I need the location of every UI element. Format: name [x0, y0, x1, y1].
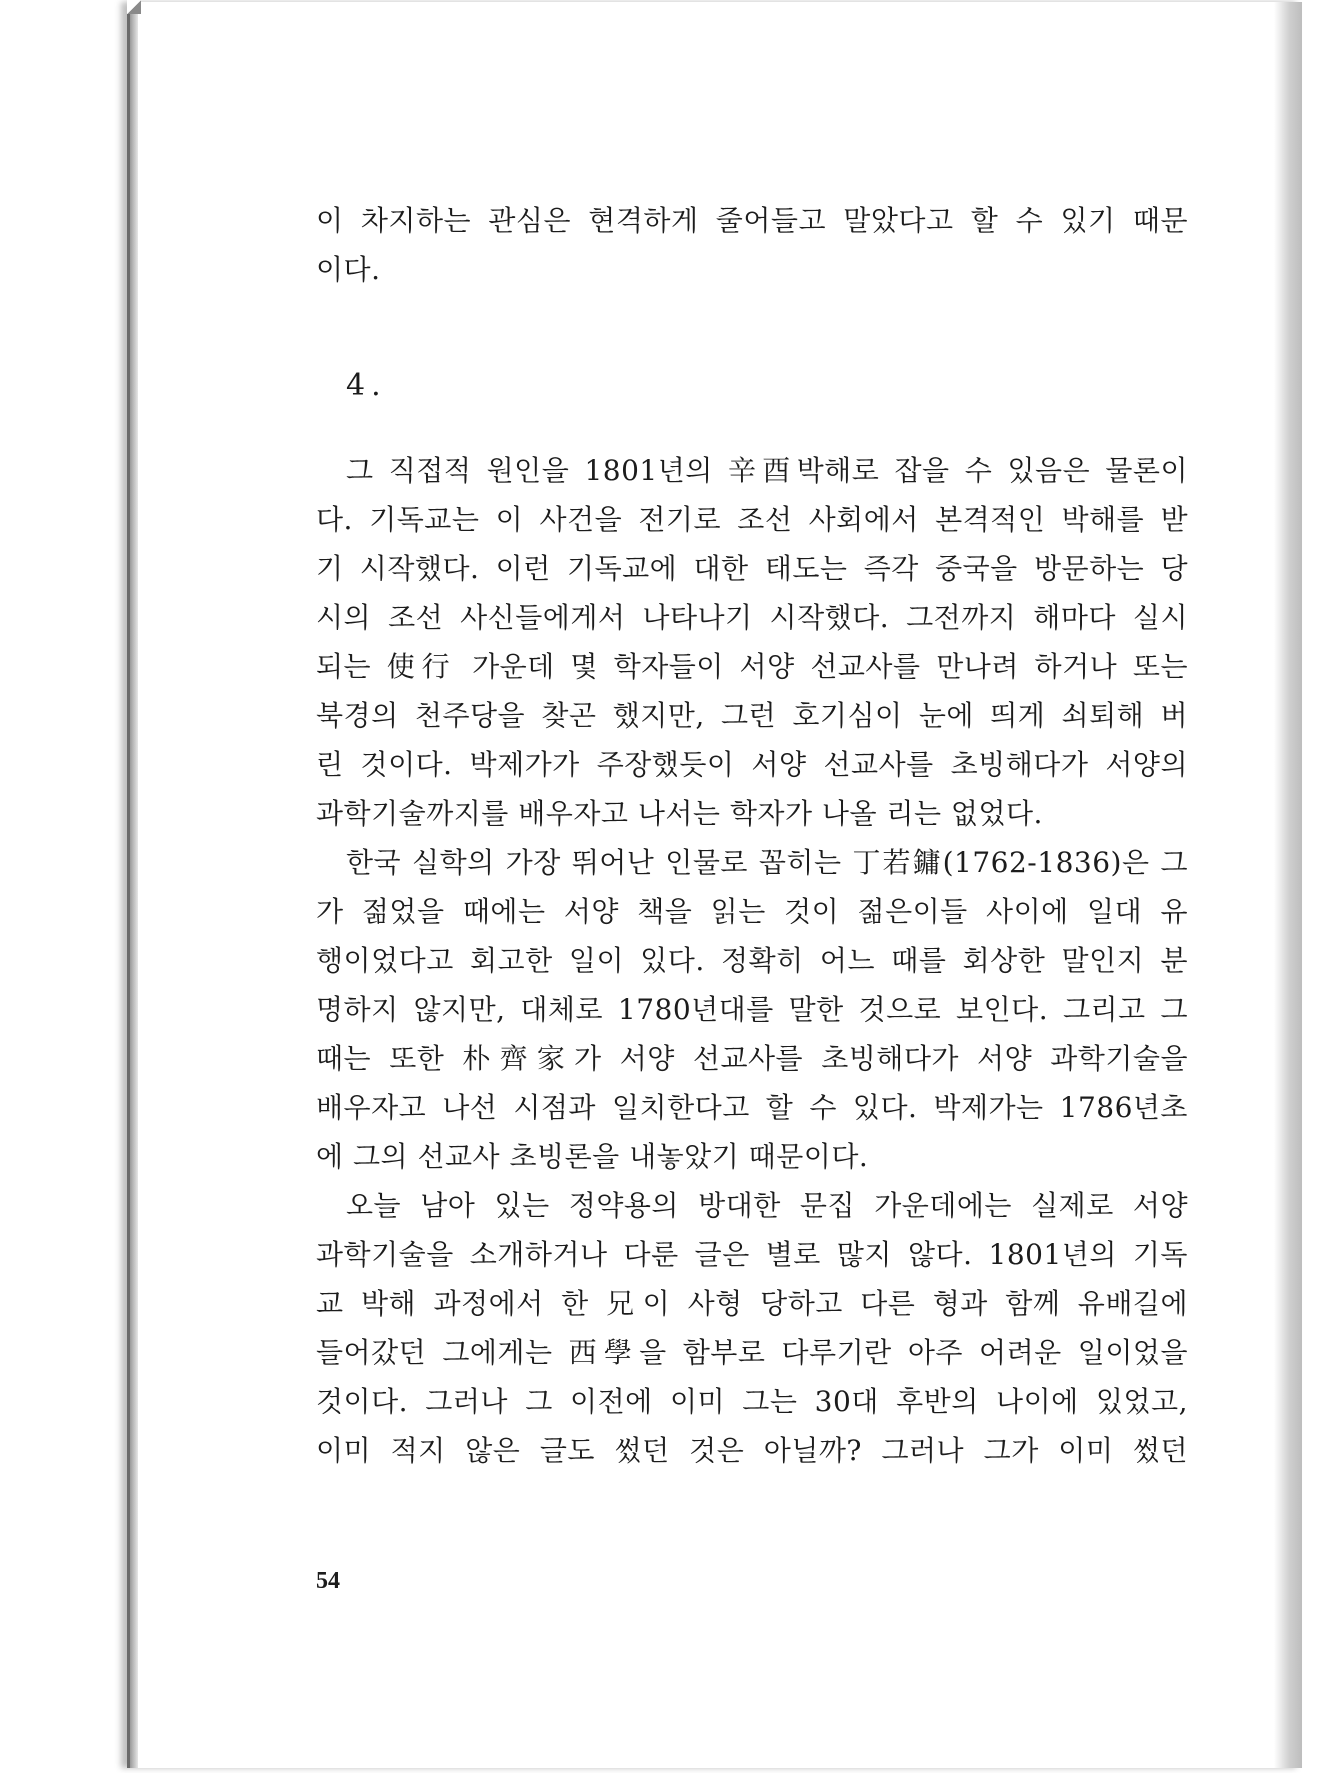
text-line: 오늘 남아 있는 정약용의 방대한 문집 가운데에는 실제로 서양: [346, 1189, 1188, 1222]
text-line: 이다.: [316, 253, 381, 286]
text-line: 기 시작했다. 이런 기독교에 대한 태도는 즉각 중국을 방문하는 당: [316, 552, 1188, 585]
paragraph-2: [316, 838, 1188, 1181]
text-line: 과학기술까지를 배우자고 나서는 학자가 나올 리는 없었다.: [316, 797, 1043, 830]
text-line: 린 것이다. 박제가가 주장했듯이 서양 선교사를 초빙해다가 서양의: [316, 748, 1188, 781]
text-line: 북경의 천주당을 찾곤 했지만, 그런 호기심이 눈에 띄게 쇠퇴해 버: [316, 699, 1188, 732]
text-line: 교 박해 과정에서 한 兄이 사형 당하고 다른 형과 함께 유배길에: [316, 1287, 1188, 1320]
text-line: 들어갔던 그에게는 西學을 함부로 다루기란 아주 어려운 일이었을: [316, 1336, 1188, 1369]
text-line: 가 젊었을 때에는 서양 책을 읽는 것이 젊은이들 사이에 일대 유: [316, 895, 1188, 928]
text-line: 것이다. 그러나 그 이전에 이미 그는 30대 후반의 나이에 있었고,: [316, 1385, 1188, 1418]
text-line: 에 그의 선교사 초빙론을 내놓았기 때문이다.: [316, 1140, 869, 1173]
text-line: 때는 또한 朴齊家가 서양 선교사를 초빙해다가 서양 과학기술을: [316, 1042, 1188, 1075]
page-body: [316, 196, 1188, 1475]
page-corner: [127, 0, 141, 14]
text-line: 다. 기독교는 이 사건을 전기로 조선 사회에서 본격적인 박해를 받: [316, 503, 1188, 536]
section-heading: 4.: [346, 368, 387, 403]
text-line: 시의 조선 사신들에게서 나타나기 시작했다. 그전까지 해마다 실시: [316, 601, 1188, 634]
text-line: 이 차지하는 관심은 현격하게 줄어들고 말았다고 할 수 있기 때문: [316, 204, 1188, 237]
paragraph-1: [316, 446, 1188, 838]
page-number: 54: [316, 1568, 340, 1594]
text-line: 그 직접적 원인을 1801년의 辛酉박해로 잡을 수 있음은 물론이: [346, 454, 1188, 487]
text-line: 명하지 않지만, 대체로 1780년대를 말한 것으로 보인다. 그리고 그: [316, 993, 1188, 1026]
text-line: 한국 실학의 가장 뛰어난 인물로 꼽히는 丁若鏞(1762-1836)은 그: [346, 846, 1188, 879]
text-line: 행이었다고 회고한 일이 있다. 정확히 어느 때를 회상한 말인지 분: [316, 944, 1188, 977]
text-line: 되는 使行 가운데 몇 학자들이 서양 선교사를 만나려 하거나 또는: [316, 650, 1188, 683]
text-line: 과학기술을 소개하거나 다룬 글은 별로 많지 않다. 1801년의 기독: [316, 1238, 1188, 1271]
text-line: 이미 적지 않은 글도 썼던 것은 아닐까? 그러나 그가 이미 썼던: [316, 1434, 1188, 1467]
paragraph-3: [316, 1181, 1188, 1475]
text-line: 배우자고 나선 시점과 일치한다고 할 수 있다. 박제가는 1786년초: [316, 1091, 1188, 1124]
